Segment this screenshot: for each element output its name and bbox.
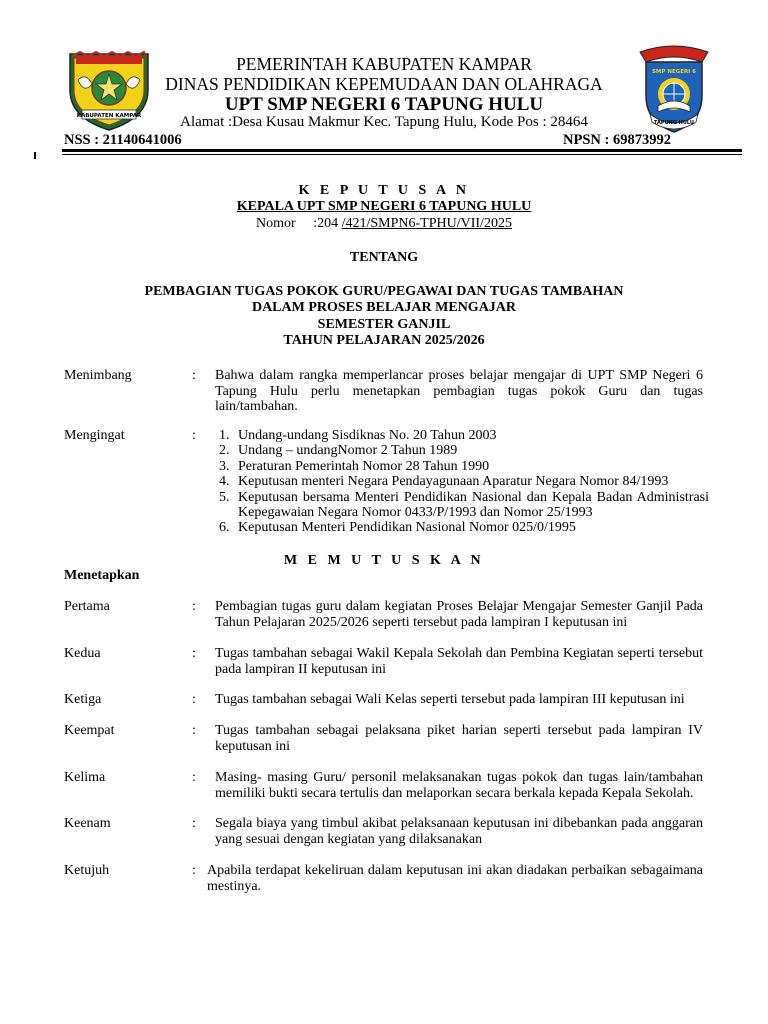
list-item-text: Undang – undangNomor 2 Tahun 1989 [238, 443, 458, 459]
topic-line-3: SEMESTER GANJIL [317, 317, 451, 332]
list-item-number: 6. [219, 520, 230, 536]
decision-text-keenam: Segala biaya yang timbul akibat pelaksanaan keputusan ini dibebankan pada anggaran yang sesuai dengan kegiatan yang dilaksanakan [215, 816, 703, 847]
decision-text-ketujuh-content: Apabila terdapat kekeliruan dalam keputusan ini akan diadakan perbaikan sebagaimana mestinya. [207, 863, 703, 894]
smp-negeri-6-logo-top-text: SMP NEGERI 6 [651, 69, 697, 75]
document-number [0, 216, 768, 232]
topic-line-1: PEMBAGIAN TUGAS POKOK GURU/PEGAWAI DAN TUGAS TAMBAHAN [144, 284, 624, 299]
decision-colon: : [192, 692, 196, 707]
kop-government-line: PEMERINTAH KABUPATEN KAMPAR [236, 54, 532, 74]
document-number-label: Nomor :204 [256, 216, 342, 231]
list-item-number: 3. [219, 458, 230, 474]
list-item-text: Keputusan Menteri Pendidikan Nasional Nomor 025/0/1995 [238, 520, 576, 536]
list-item-text: Keputusan bersama Menteri Pendidikan Nasional dan Kepala Badan Administrasi Kepegawaian Negara Nomor 0433/P/1993 dan Nomor 25/1993 [238, 489, 709, 521]
document-number-value: /421/SMPN6-TPHU/VII/2025 [341, 216, 512, 231]
letterhead-rule-thick [62, 149, 742, 152]
decision-colon: : [192, 770, 196, 785]
list-item [219, 520, 709, 535]
menimbang-text: Bahwa dalam rangka memperlancar proses belajar mengajar di UPT SMP Negeri 6 Tapung Hulu perlu menetapkan pembagian tugas pokok Guru dan tugas lain/tambahan. [215, 368, 703, 414]
nss-number: NSS : 21140641006 [64, 132, 182, 148]
decision-colon: : [192, 723, 196, 738]
list-item [219, 474, 709, 489]
decision-label-keenam: Keenam [64, 816, 111, 831]
topic-line-2: DALAM PROSES BELAJAR MENGAJAR [251, 300, 517, 315]
list-item-number: 5. [219, 489, 230, 505]
decision-label-ketujuh: Ketujuh [64, 863, 110, 878]
decision-colon: : [192, 816, 196, 831]
list-item-text: Peraturan Pemerintah Nomor 28 Tahun 1990 [238, 458, 490, 474]
list-item-number: 1. [219, 428, 230, 443]
letterhead-rule-thin [62, 154, 742, 155]
decision-text-ketiga: Tugas tambahan sebagai Wali Kelas seperti tersebut pada lampiran III keputusan ini [215, 692, 685, 707]
memutuskan-heading: M E M U T U S K A N [283, 553, 485, 568]
menimbang-label: Menimbang [64, 368, 132, 383]
mengingat-colon: : [192, 428, 196, 443]
topic-line-4: TAHUN PELAJARAN 2025/2026 [283, 333, 485, 348]
decision-colon: : [192, 863, 196, 878]
decision-text-keempat: Tugas tambahan sebagai pelaksana piket harian seperti tersebut pada lampiran IV keputusan ini [215, 723, 703, 754]
list-item-number: 2. [219, 443, 230, 459]
margin-mark [34, 152, 36, 159]
document-issuer: KEPALA UPT SMP NEGERI 6 TAPUNG HULU [236, 199, 532, 214]
decision-label-keempat: Keempat [64, 723, 115, 738]
decision-colon: : [192, 599, 196, 614]
kop-address: Alamat :Desa Kusau Makmur Kec. Tapung Hulu, Kode Pos : 28464 [180, 114, 588, 130]
decision-text-ketujuh [207, 863, 703, 894]
list-item-number: 4. [219, 474, 230, 490]
smp-negeri-6-logo-bottom-text: TAPUNG HULU [654, 120, 694, 126]
kop-school-name: UPT SMP NEGERI 6 TAPUNG HULU [224, 94, 544, 115]
menetapkan-label: Menetapkan [64, 568, 140, 583]
decision-colon: : [192, 646, 196, 661]
decision-label-kelima: Kelima [64, 770, 106, 785]
decision-label-kedua: Kedua [64, 646, 101, 661]
kop-department-line: DINAS PENDIDIKAN KEPEMUDAAN DAN OLAHRAGA [165, 74, 603, 94]
tentang-heading: TENTANG [349, 250, 419, 265]
list-item [219, 490, 709, 521]
decision-text-kelima: Masing- masing Guru/ personil melaksanakan tugas pokok dan tugas lain/tambahan memiliki bukti secara tertulis dan melaporkan secara berkala kepada Kepala Sekolah. [215, 770, 703, 801]
list-item [219, 459, 709, 474]
decision-label-pertama: Pertama [64, 599, 110, 614]
document-title-keputusan: K E P U T U S A N [298, 183, 470, 198]
decision-label-ketiga: Ketiga [64, 692, 102, 707]
decision-text-kedua: Tugas tambahan sebagai Wakil Kepala Sekolah dan Pembina Kegiatan seperti tersebut pada lampiran II keputusan ini [215, 646, 703, 677]
list-item [219, 443, 709, 458]
list-item-text: Keputusan menteri Negara Pendayagunaan Aparatur Negara Nomor 84/1993 [238, 474, 669, 490]
npsn-number: NPSN : 69873992 [563, 132, 671, 148]
list-item [219, 428, 709, 443]
mengingat-label: Mengingat [64, 428, 125, 443]
kabupaten-kampar-logo-text: KABUPATEN KAMPAR [76, 113, 142, 119]
decision-text-pertama: Pembagian tugas guru dalam kegiatan Proses Belajar Mengajar Semester Ganjil Pada Tahun Pelajaran 2025/2026 seperti tersebut pada lampiran I keputusan ini [215, 599, 703, 630]
list-item-text: Undang-undang Sisdiknas No. 20 Tahun 2003 [238, 428, 497, 443]
mengingat-list [219, 428, 709, 536]
menimbang-colon: : [192, 368, 196, 383]
